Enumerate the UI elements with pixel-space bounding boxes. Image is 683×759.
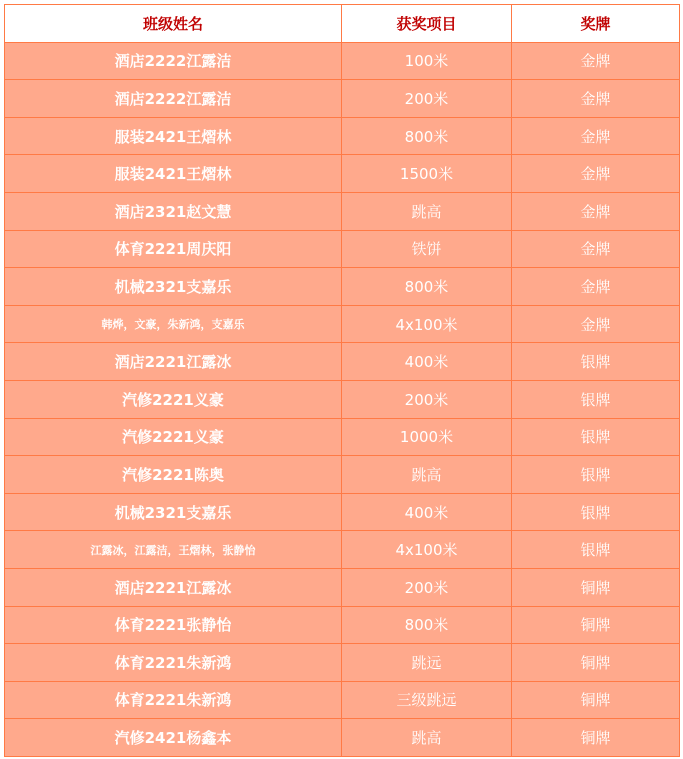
class-name-cell: 体育2221朱新鸿 bbox=[5, 644, 342, 682]
medal-cell: 铜牌 bbox=[512, 681, 680, 719]
class-name-cell: 汽修2221义豪 bbox=[5, 418, 342, 456]
medal-cell: 金牌 bbox=[512, 268, 680, 306]
table-row bbox=[5, 568, 680, 606]
medal-cell: 银牌 bbox=[512, 343, 680, 381]
event-cell: 800米 bbox=[342, 606, 512, 644]
class-name-cell: 酒店2321赵文慧 bbox=[5, 192, 342, 230]
table-row bbox=[5, 230, 680, 268]
medal-cell: 金牌 bbox=[512, 305, 680, 343]
header-class-name: 班级姓名 bbox=[5, 5, 342, 43]
class-name-cell: 体育2221朱新鸿 bbox=[5, 681, 342, 719]
event-cell: 200米 bbox=[342, 380, 512, 418]
table-row bbox=[5, 681, 680, 719]
table-row bbox=[5, 418, 680, 456]
medal-cell: 铜牌 bbox=[512, 606, 680, 644]
class-name-cell: 酒店2222江露洁 bbox=[5, 42, 342, 80]
medal-cell: 银牌 bbox=[512, 456, 680, 494]
table-row bbox=[5, 117, 680, 155]
medal-cell: 银牌 bbox=[512, 418, 680, 456]
class-name-cell: 韩烨，文豪，朱新鸿，支嘉乐 bbox=[5, 305, 342, 343]
medal-cell: 金牌 bbox=[512, 230, 680, 268]
table-row bbox=[5, 380, 680, 418]
event-cell: 跳远 bbox=[342, 644, 512, 682]
event-cell: 400米 bbox=[342, 343, 512, 381]
table-row bbox=[5, 80, 680, 118]
medal-cell: 银牌 bbox=[512, 531, 680, 569]
event-cell: 1000米 bbox=[342, 418, 512, 456]
class-name-cell: 服装2421王熠林 bbox=[5, 117, 342, 155]
event-cell: 4x100米 bbox=[342, 305, 512, 343]
class-name-cell: 体育2221周庆阳 bbox=[5, 230, 342, 268]
header-medal: 奖牌 bbox=[512, 5, 680, 43]
table-row bbox=[5, 192, 680, 230]
class-name-cell: 机械2321支嘉乐 bbox=[5, 268, 342, 306]
class-name-cell: 江露冰，江露洁，王熠林，张静怡 bbox=[5, 531, 342, 569]
class-name-cell: 汽修2421杨鑫本 bbox=[5, 719, 342, 757]
event-cell: 铁饼 bbox=[342, 230, 512, 268]
table-row bbox=[5, 493, 680, 531]
event-cell: 200米 bbox=[342, 568, 512, 606]
medal-cell: 金牌 bbox=[512, 117, 680, 155]
table-row bbox=[5, 305, 680, 343]
table-row bbox=[5, 456, 680, 494]
table-row bbox=[5, 719, 680, 757]
event-cell: 跳高 bbox=[342, 456, 512, 494]
awards-table bbox=[4, 4, 680, 757]
medal-cell: 金牌 bbox=[512, 42, 680, 80]
class-name-cell: 酒店2221江露冰 bbox=[5, 568, 342, 606]
event-cell: 跳高 bbox=[342, 192, 512, 230]
event-cell: 跳高 bbox=[342, 719, 512, 757]
header-row bbox=[5, 5, 680, 43]
event-cell: 1500米 bbox=[342, 155, 512, 193]
table-row bbox=[5, 42, 680, 80]
event-cell: 800米 bbox=[342, 268, 512, 306]
table-row bbox=[5, 155, 680, 193]
medal-cell: 金牌 bbox=[512, 155, 680, 193]
medal-cell: 金牌 bbox=[512, 192, 680, 230]
medal-cell: 银牌 bbox=[512, 493, 680, 531]
event-cell: 三级跳远 bbox=[342, 681, 512, 719]
table-row bbox=[5, 606, 680, 644]
class-name-cell: 酒店2222江露洁 bbox=[5, 80, 342, 118]
medal-cell: 铜牌 bbox=[512, 719, 680, 757]
class-name-cell: 汽修2221义豪 bbox=[5, 380, 342, 418]
event-cell: 4x100米 bbox=[342, 531, 512, 569]
table-row bbox=[5, 268, 680, 306]
class-name-cell: 机械2321支嘉乐 bbox=[5, 493, 342, 531]
event-cell: 400米 bbox=[342, 493, 512, 531]
event-cell: 800米 bbox=[342, 117, 512, 155]
table-row bbox=[5, 343, 680, 381]
medal-cell: 铜牌 bbox=[512, 644, 680, 682]
medal-cell: 铜牌 bbox=[512, 568, 680, 606]
table-row bbox=[5, 644, 680, 682]
class-name-cell: 体育2221张静怡 bbox=[5, 606, 342, 644]
class-name-cell: 汽修2221陈奥 bbox=[5, 456, 342, 494]
event-cell: 200米 bbox=[342, 80, 512, 118]
table-row bbox=[5, 531, 680, 569]
medal-cell: 银牌 bbox=[512, 380, 680, 418]
class-name-cell: 服装2421王熠林 bbox=[5, 155, 342, 193]
class-name-cell: 酒店2221江露冰 bbox=[5, 343, 342, 381]
medal-cell: 金牌 bbox=[512, 80, 680, 118]
event-cell: 100米 bbox=[342, 42, 512, 80]
header-event: 获奖项目 bbox=[342, 5, 512, 43]
